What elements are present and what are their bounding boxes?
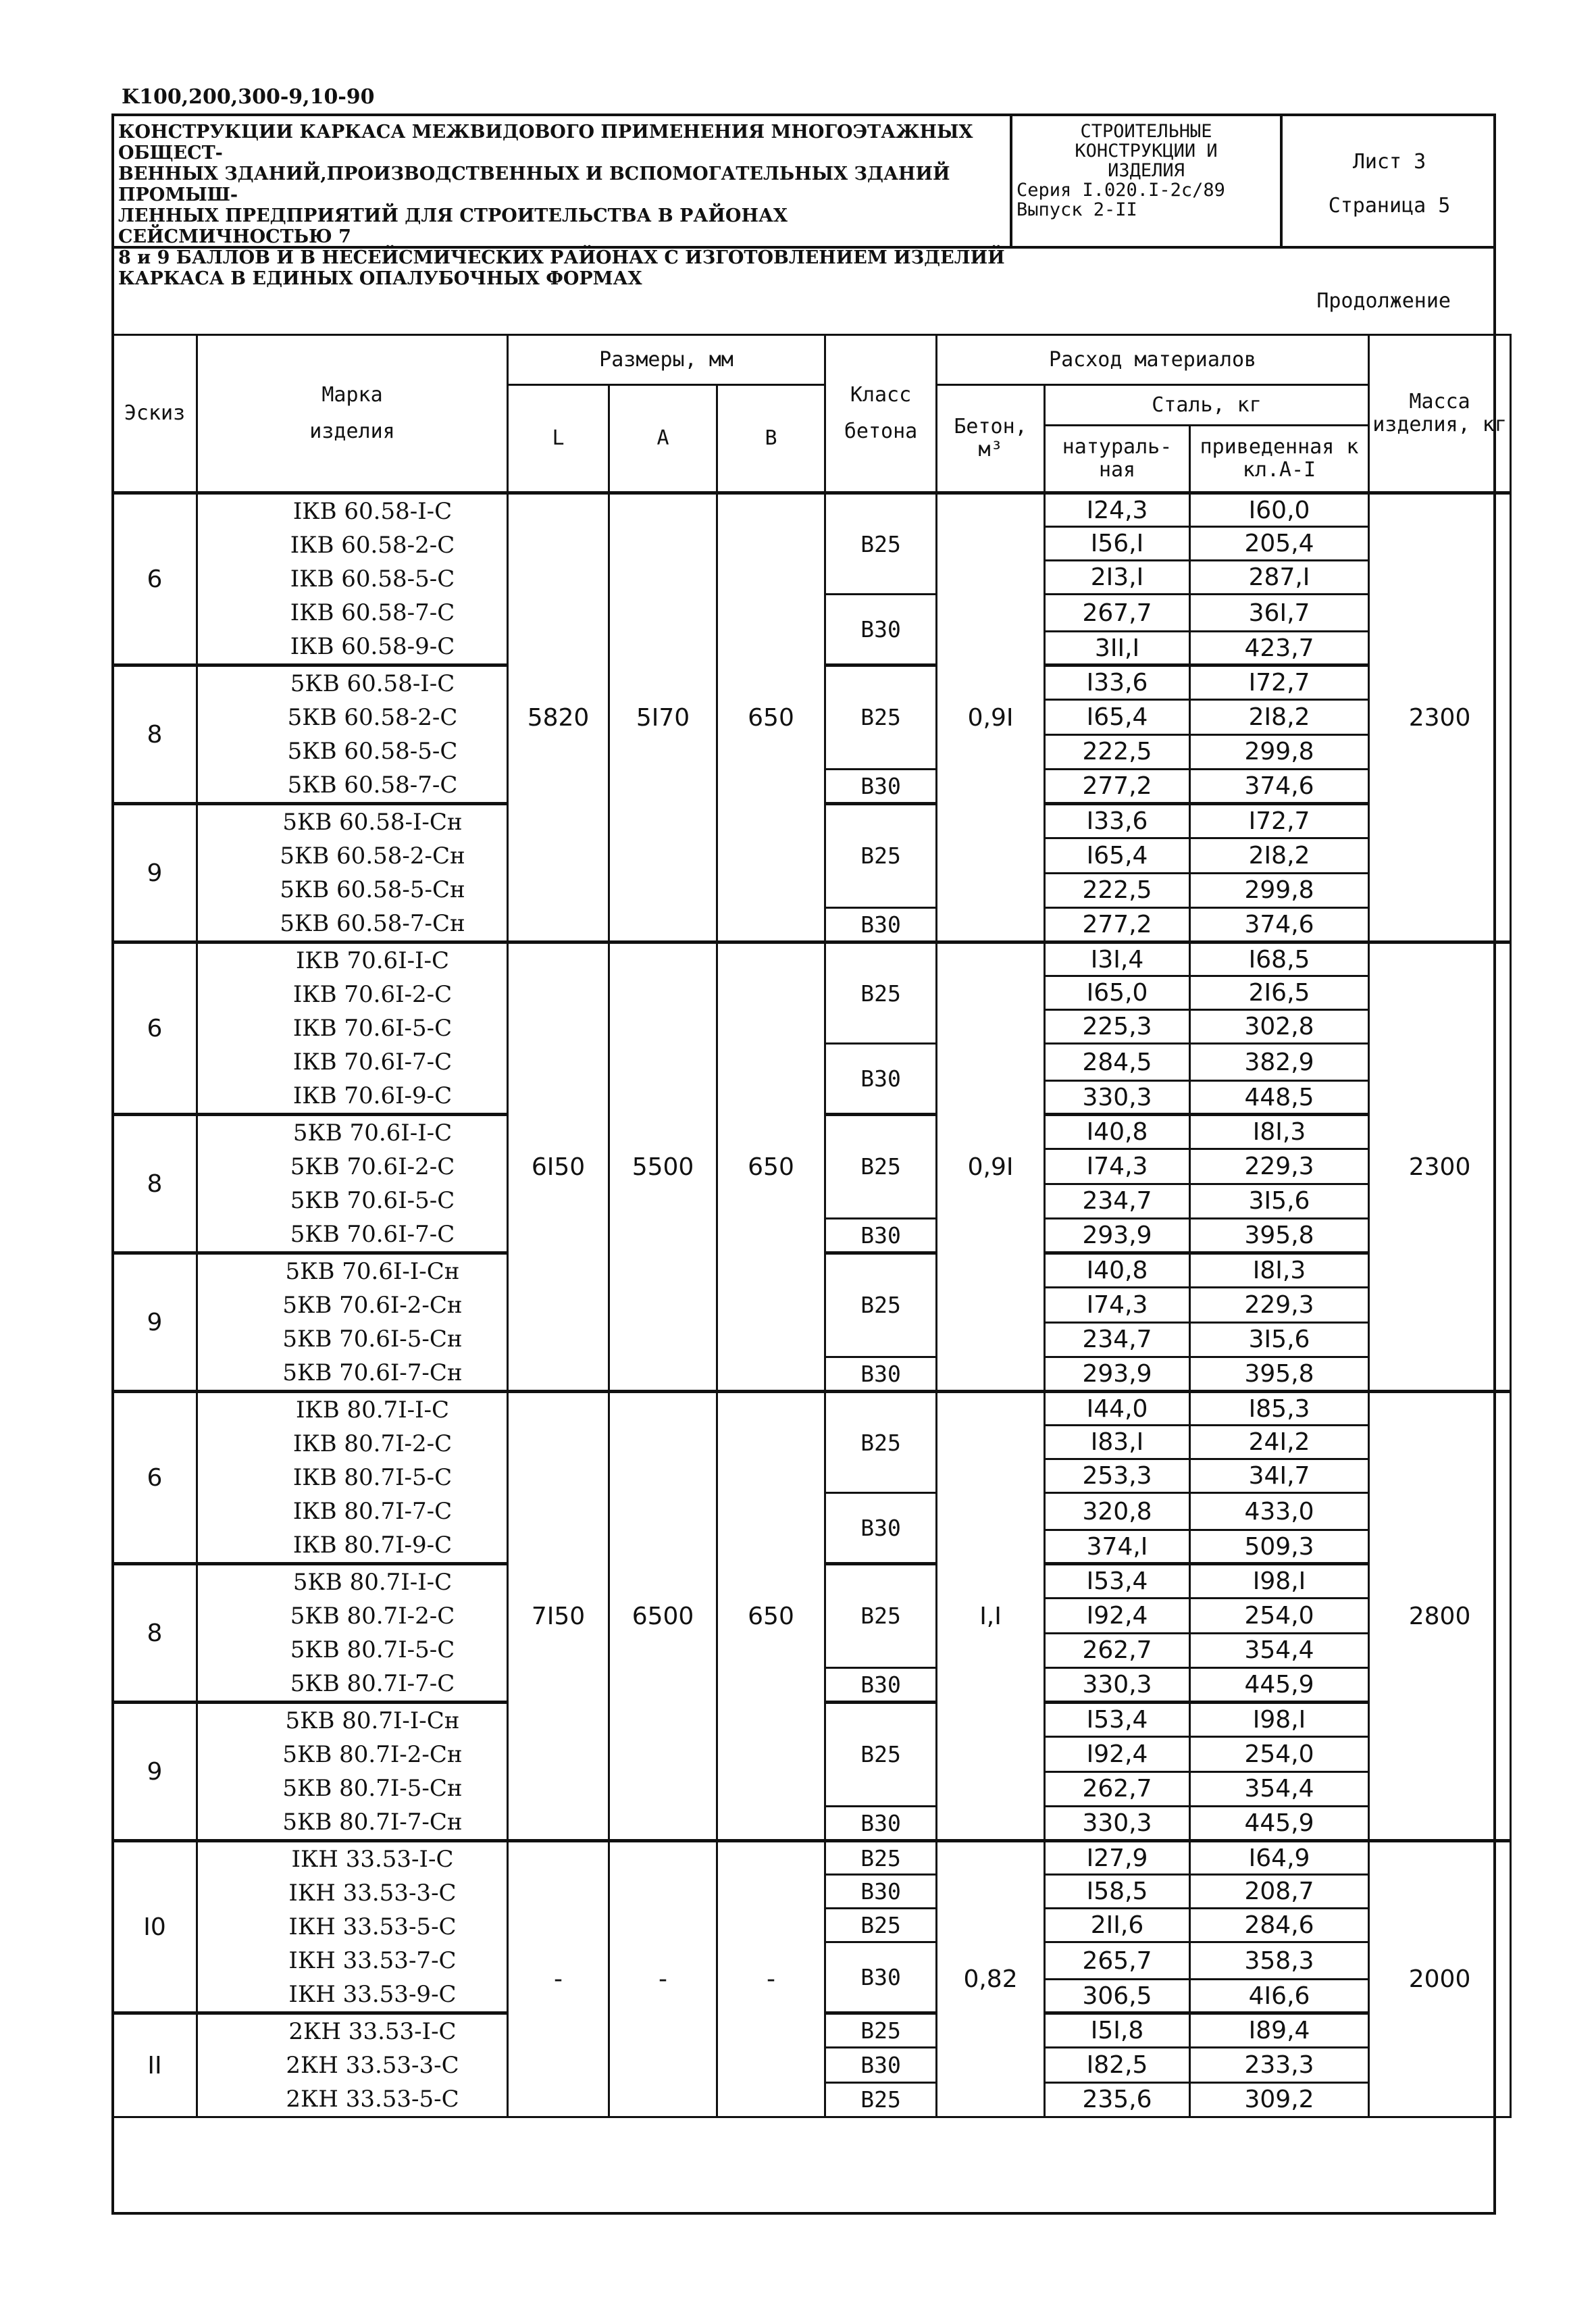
concrete-class: В25 [825,1392,937,1493]
product-mark: 2КН 33.53-5-С [286,2086,459,2113]
steel-reduced: 382,9 [1190,1044,1369,1081]
steel-reduced: 208,7 [1190,1875,1369,1909]
product-mass: 2800 [1369,1392,1511,1841]
col-steel: Сталь, кг [1045,385,1369,426]
steel-natural: 3II,I [1045,632,1190,665]
steel-reduced: I98,I [1190,1703,1369,1737]
steel-reduced: 433,0 [1190,1493,1369,1530]
concrete-class: В25 [825,2082,937,2117]
product-mark: 2КН 33.53-I-С [288,2018,457,2045]
series-block [1012,116,1283,246]
product-mark: 5КВ 60.58-I-С [290,670,455,697]
product-mark: 5КВ 70.6I-I-Сн [285,1258,460,1285]
steel-natural: 267,7 [1045,595,1190,632]
category-line: КОНСТРУКЦИИ И [1075,141,1218,161]
steel-reduced: I98,I [1190,1564,1369,1599]
concrete-class: В30 [825,1806,937,1840]
steel-natural: I82,5 [1045,2048,1190,2082]
materials-table [111,334,1512,2118]
col-mass: Масса изделия, кг [1369,335,1511,493]
product-mark: IКВ 60.58-2-С [290,532,455,559]
product-mass: 2300 [1369,493,1511,942]
steel-natural: I40,8 [1045,1253,1190,1288]
category-line: ИЗДЕЛИЯ [1108,160,1185,181]
product-mark: IКВ 80.7I-9-С [292,1532,453,1559]
steel-reduced: 229,3 [1190,1149,1369,1184]
product-mark: IКВ 60.58-9-С [290,633,455,660]
concrete-class: В30 [825,1044,937,1115]
steel-natural: 234,7 [1045,1184,1190,1218]
series-label: Серия I.020.I-2с/89 [1016,180,1225,201]
steel-reduced: 302,8 [1190,1010,1369,1044]
col-class: Класс бетона [825,335,937,493]
concrete-class: В25 [825,493,937,595]
steel-natural: I65,4 [1045,838,1190,873]
product-mark: 5КВ 80.7I-2-Сн [282,1741,463,1768]
steel-natural: 330,3 [1045,1081,1190,1115]
product-mark: IКВ 60.58-5-С [290,565,455,593]
concrete-class: В30 [825,1942,937,2013]
steel-natural: I33,6 [1045,665,1190,700]
steel-natural: 293,9 [1045,1357,1190,1391]
document-code: K100,200,300-9,10-90 [122,85,375,109]
table-row [113,493,1511,527]
product-mark: 5КВ 80.7I-5-С [290,1636,455,1663]
sketch-number: 8 [113,1564,197,1703]
concrete-volume: 0,9I [937,493,1045,942]
steel-reduced: I8I,3 [1190,1253,1369,1288]
steel-natural: 2II,6 [1045,1909,1190,1942]
steel-reduced: 4I6,6 [1190,1980,1369,2013]
product-mark: 5КВ 80.7I-5-Сн [282,1775,463,1802]
steel-natural: 235,6 [1045,2082,1190,2117]
steel-reduced: 448,5 [1190,1081,1369,1115]
steel-natural: 277,2 [1045,769,1190,803]
sketch-number: 8 [113,665,197,804]
product-mark: 5КВ 70.6I-7-С [290,1221,455,1248]
steel-natural: I65,4 [1045,700,1190,734]
product-mark: IКВ 60.58-7-С [290,599,455,626]
product-marks [197,1564,508,1703]
size-A: 6500 [609,1392,717,1841]
sketch-number: 6 [113,493,197,665]
steel-reduced: 287,I [1190,561,1369,595]
product-mark: 5КВ 60.58-I-Сн [282,809,463,836]
size-A: 5I70 [609,493,717,942]
steel-reduced: 205,4 [1190,527,1369,561]
product-mark: IКВ 80.7I-7-С [292,1498,453,1525]
col-mark: Марка изделия [197,335,508,493]
size-L: - [508,1841,609,2117]
product-mass: 2000 [1369,1841,1511,2117]
steel-natural: 262,7 [1045,1771,1190,1806]
steel-reduced: I89,4 [1190,2013,1369,2048]
steel-natural: 262,7 [1045,1633,1190,1667]
product-mark: 5КВ 60.58-7-Сн [280,910,465,937]
product-mark: IКН 33.53-9-С [288,1981,457,2008]
steel-reduced: 309,2 [1190,2082,1369,2117]
col-sizes: Размеры, мм [508,335,825,385]
sketch-number: 9 [113,1703,197,1841]
product-mark: 5КВ 60.58-2-С [287,704,458,731]
concrete-class: В30 [825,1493,937,1564]
steel-natural: I65,0 [1045,976,1190,1010]
issue-label: Выпуск 2-II [1016,199,1137,220]
product-mark: IКВ 70.6I-2-С [292,981,453,1008]
concrete-class: В30 [825,2048,937,2082]
steel-reduced: I72,7 [1190,804,1369,838]
sketch-number: 6 [113,1392,197,1564]
product-mark: IКВ 70.6I-I-С [295,947,450,974]
steel-reduced: 2I8,2 [1190,700,1369,734]
concrete-volume: 0,9I [937,942,1045,1392]
concrete-class: В25 [825,1909,937,1942]
steel-reduced: 254,0 [1190,1599,1369,1633]
steel-natural: 320,8 [1045,1493,1190,1530]
steel-natural: 222,5 [1045,873,1190,907]
size-A: 5500 [609,942,717,1392]
steel-natural: 253,3 [1045,1459,1190,1493]
col-concrete: Бетон, м³ [937,385,1045,493]
product-mark: 5КВ 80.7I-7-Сн [282,1809,463,1836]
concrete-class: В30 [825,1875,937,1909]
steel-reduced: 395,8 [1190,1357,1369,1391]
steel-natural: 2I3,I [1045,561,1190,595]
product-mark: 5КВ 70.6I-2-Сн [282,1292,463,1319]
continuation-label: Продолжение [1316,289,1451,313]
size-A: - [609,1841,717,2117]
product-marks [197,942,508,1115]
product-mass: 2300 [1369,942,1511,1392]
col-materials: Расход материалов [937,335,1369,385]
product-mark: IКВ 80.7I-5-С [292,1464,453,1491]
steel-reduced: 395,8 [1190,1218,1369,1253]
product-mark: IКВ 70.6I-5-С [292,1015,453,1042]
product-mark: IКН 33.53-3-С [288,1880,457,1907]
steel-natural: 265,7 [1045,1942,1190,1980]
concrete-class: В25 [825,2013,937,2048]
steel-reduced: 254,0 [1190,1737,1369,1771]
steel-natural: 330,3 [1045,1667,1190,1702]
concrete-volume: I,I [937,1392,1045,1841]
concrete-class: В30 [825,907,937,942]
product-marks [197,1703,508,1841]
table-row [113,942,1511,976]
title-line: ЛЕННЫХ ПРЕДПРИЯТИЙ ДЛЯ СТРОИТЕЛЬСТВА В РАЙОНАХ СЕЙСМИЧНОСТЬЮ 7 [118,205,788,247]
concrete-volume: 0,82 [937,1841,1045,2117]
sketch-number: 6 [113,942,197,1115]
product-mark: IКВ 70.6I-7-С [292,1049,453,1076]
product-mark: IКН 33.53-5-С [288,1913,457,1940]
table-row [113,1841,1511,1875]
size-L: 6I50 [508,942,609,1392]
size-B: 650 [717,942,825,1392]
steel-natural: 293,9 [1045,1218,1190,1253]
steel-reduced: I85,3 [1190,1392,1369,1426]
document-title [114,116,1012,289]
product-mark: 5КВ 70.6I-5-Сн [282,1326,463,1353]
steel-natural: I56,I [1045,527,1190,561]
sketch-number: 9 [113,1253,197,1392]
size-B: - [717,1841,825,2117]
col-steel-natural: натураль-ная [1045,426,1190,493]
concrete-class: В30 [825,1218,937,1253]
col-steel-reduced: приведенная к кл.А-I [1190,426,1369,493]
steel-reduced: 36I,7 [1190,595,1369,632]
steel-natural: I58,5 [1045,1875,1190,1909]
product-mark: 5КВ 60.58-7-С [287,772,458,799]
sketch-number: I0 [113,1841,197,2013]
steel-natural: I53,4 [1045,1703,1190,1737]
product-mark: 5КВ 60.58-5-Сн [280,876,465,903]
steel-natural: I44,0 [1045,1392,1190,1426]
steel-reduced: 3I5,6 [1190,1322,1369,1357]
table-row [113,1392,1511,1426]
product-marks [197,1841,508,2013]
sheet-number: Лист 3 [1352,150,1426,174]
title-line: 8 и 9 БАЛЛОВ И В НЕСЕЙСМИЧЕСКИХ РАЙОНАХ С ИЗГОТОВЛЕНИЕМ ИЗДЕЛИЙ [118,247,1005,268]
col-A: A [609,385,717,493]
concrete-class: В25 [825,804,937,908]
steel-natural: I74,3 [1045,1288,1190,1322]
product-mark: 5КВ 80.7I-I-С [292,1569,453,1596]
product-mark: 5КВ 80.7I-I-Сн [285,1707,460,1734]
concrete-class: В30 [825,769,937,803]
sketch-number: II [113,2013,197,2117]
steel-natural: I83,I [1045,1426,1190,1459]
product-marks [197,1253,508,1392]
title-line: ВЕННЫХ ЗДАНИЙ,ПРОИЗВОДСТВЕННЫХ И ВСПОМОГАТЕЛЬНЫХ ЗДАНИЙ ПРОМЫШ- [118,164,950,205]
steel-reduced: 2I6,5 [1190,976,1369,1010]
product-mark: 5КВ 60.58-2-Сн [280,842,465,870]
steel-reduced: 233,3 [1190,2048,1369,2082]
steel-natural: I74,3 [1045,1149,1190,1184]
steel-reduced: 299,8 [1190,873,1369,907]
steel-reduced: I64,9 [1190,1841,1369,1875]
concrete-class: В30 [825,1667,937,1702]
product-marks [197,804,508,942]
concrete-class: В30 [825,595,937,665]
steel-reduced: 354,4 [1190,1771,1369,1806]
product-marks [197,1115,508,1253]
steel-reduced: 423,7 [1190,632,1369,665]
category-line: СТРОИТЕЛЬНЫЕ [1080,121,1212,142]
product-mark: IКВ 70.6I-9-С [292,1082,453,1109]
size-B: 650 [717,1392,825,1841]
steel-reduced: 229,3 [1190,1288,1369,1322]
steel-reduced: 374,6 [1190,769,1369,803]
col-sketch: Эскиз [113,335,197,493]
product-marks [197,665,508,804]
steel-natural: 277,2 [1045,907,1190,942]
steel-natural: 284,5 [1045,1044,1190,1081]
steel-natural: I40,8 [1045,1115,1190,1149]
product-mark: 5КВ 80.7I-7-С [290,1670,455,1697]
steel-natural: I53,4 [1045,1564,1190,1599]
steel-natural: 306,5 [1045,1980,1190,2013]
size-L: 5820 [508,493,609,942]
steel-reduced: I8I,3 [1190,1115,1369,1149]
steel-natural: 234,7 [1045,1322,1190,1357]
sheet-block [1283,116,1496,246]
product-mark: 5КВ 70.6I-I-С [292,1120,453,1147]
steel-natural: I5I,8 [1045,2013,1190,2048]
product-mark: 5КВ 70.6I-5-С [290,1187,455,1214]
steel-reduced: 284,6 [1190,1909,1369,1942]
concrete-class: В25 [825,1841,937,1875]
steel-natural: 374,I [1045,1530,1190,1564]
steel-reduced: 445,9 [1190,1806,1369,1840]
steel-natural: I24,3 [1045,493,1190,527]
concrete-class: В25 [825,1564,937,1668]
product-mark: IКВ 80.7I-2-С [292,1430,453,1457]
product-marks [197,1392,508,1564]
concrete-class: В25 [825,942,937,1044]
product-mark: IКН 33.53-7-С [288,1947,457,1974]
steel-reduced: 374,6 [1190,907,1369,942]
steel-natural: I3I,4 [1045,942,1190,976]
title-block [111,114,1496,289]
page-number: Страница 5 [1328,194,1451,218]
product-marks [197,493,508,665]
concrete-class: В30 [825,1357,937,1391]
steel-natural: 330,3 [1045,1806,1190,1840]
steel-reduced: I68,5 [1190,942,1369,976]
product-mark: 2КН 33.53-3-С [286,2052,459,2079]
steel-reduced: 445,9 [1190,1667,1369,1702]
product-mark: 5КВ 70.6I-7-Сн [282,1359,463,1386]
product-marks [197,2013,508,2117]
steel-reduced: 354,4 [1190,1633,1369,1667]
steel-natural: I27,9 [1045,1841,1190,1875]
steel-reduced: I72,7 [1190,665,1369,700]
size-L: 7I50 [508,1392,609,1841]
steel-reduced: 3I5,6 [1190,1184,1369,1218]
product-mark: 5КВ 70.6I-2-С [290,1153,455,1180]
concrete-class: В25 [825,1253,937,1357]
size-B: 650 [717,493,825,942]
steel-natural: 222,5 [1045,734,1190,769]
steel-natural: I33,6 [1045,804,1190,838]
concrete-class: В25 [825,1703,937,1807]
product-mark: 5КВ 60.58-5-С [287,738,458,765]
steel-reduced: 299,8 [1190,734,1369,769]
product-mark: IКВ 60.58-I-С [292,498,453,525]
product-mark: 5КВ 80.7I-2-С [290,1603,455,1630]
table-body [113,493,1511,2117]
title-line: КАРКАСА В ЕДИНЫХ ОПАЛУБОЧНЫХ ФОРМАХ [118,268,642,289]
concrete-class: В25 [825,665,937,770]
steel-reduced: 2I8,2 [1190,838,1369,873]
steel-reduced: 509,3 [1190,1530,1369,1564]
product-mark: IКВ 80.7I-I-С [295,1397,450,1424]
product-mark: IКН 33.53-I-С [291,1846,454,1873]
steel-reduced: 358,3 [1190,1942,1369,1980]
col-L: L [508,385,609,493]
title-line: КОНСТРУКЦИИ КАРКАСА МЕЖВИДОВОГО ПРИМЕНЕНИЯ МНОГОЭТАЖНЫХ ОБЩЕСТ- [118,122,973,164]
sketch-number: 8 [113,1115,197,1253]
steel-natural: I92,4 [1045,1737,1190,1771]
col-B: B [717,385,825,493]
concrete-class: В25 [825,1115,937,1219]
steel-natural: 225,3 [1045,1010,1190,1044]
steel-reduced: I60,0 [1190,493,1369,527]
steel-natural: I92,4 [1045,1599,1190,1633]
steel-reduced: 34I,7 [1190,1459,1369,1493]
sketch-number: 9 [113,804,197,942]
steel-reduced: 24I,2 [1190,1426,1369,1459]
